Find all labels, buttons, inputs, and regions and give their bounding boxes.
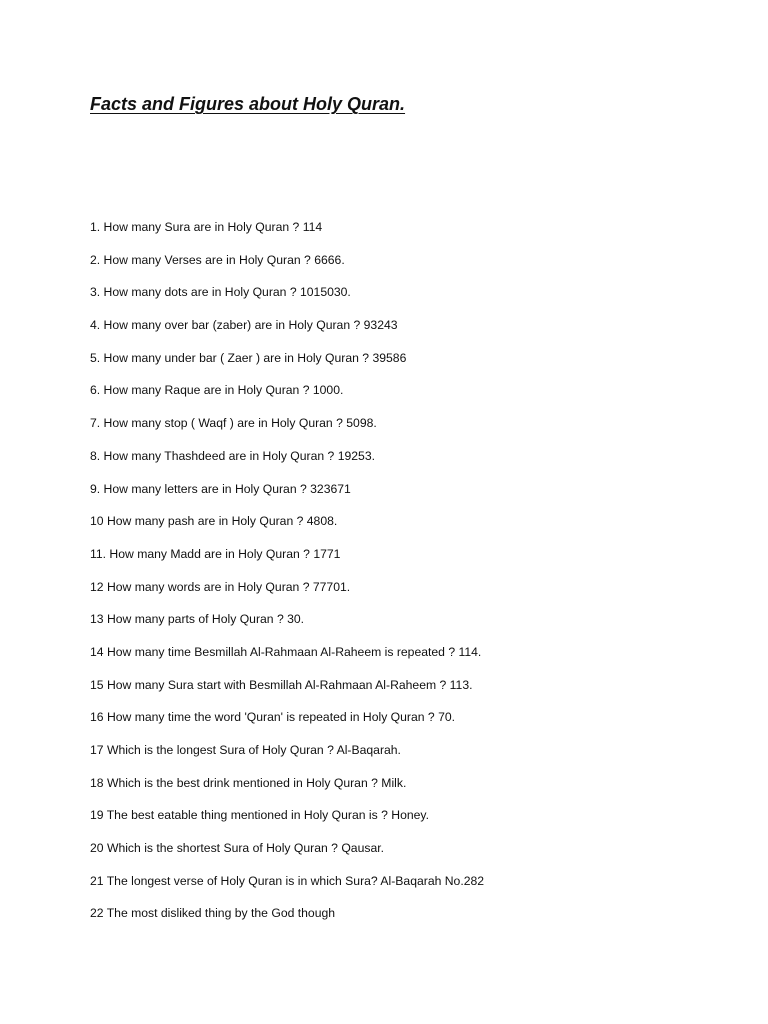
fact-item: 12 How many words are in Holy Quran ? 77701.	[90, 579, 351, 594]
fact-item: 22 The most disliked thing by the God though	[90, 906, 336, 921]
fact-item: 7. How many stop ( Waqf ) are in Holy Quran ? 5098.	[90, 416, 377, 431]
fact-item: 18 Which is the best drink mentioned in Holy Quran ? Milk.	[90, 775, 407, 790]
fact-item: 5. How many under bar ( Zaer ) are in Holy Quran ? 39586	[90, 350, 407, 365]
fact-item: 13 How many parts of Holy Quran ? 30.	[90, 612, 305, 627]
fact-item: 19 The best eatable thing mentioned in Holy Quran is ? Honey.	[90, 808, 429, 823]
fact-item: 4. How many over bar (zaber) are in Holy Quran ? 93243	[90, 318, 398, 333]
fact-item: 11. How many Madd are in Holy Quran ? 1771	[90, 546, 341, 561]
fact-item: 9. How many letters are in Holy Quran ? 323671	[90, 481, 351, 496]
fact-item: 10 How many pash are in Holy Quran ? 4808.	[90, 514, 338, 529]
fact-item: 6. How many Raque are in Holy Quran ? 1000.	[90, 383, 344, 398]
fact-item: 21 The longest verse of Holy Quran is in which Sura? Al-Baqarah No.282	[90, 873, 485, 888]
fact-item: 15 How many Sura start with Besmillah Al-Rahmaan Al-Raheem ? 113.	[90, 677, 473, 692]
facts-list	[90, 219, 484, 938]
fact-item: 20 Which is the shortest Sura of Holy Quran ? Qausar.	[90, 841, 384, 856]
fact-item: 16 How many time the word 'Quran' is repeated in Holy Quran ? 70.	[90, 710, 456, 725]
fact-item: 8. How many Thashdeed are in Holy Quran ? 19253.	[90, 448, 375, 463]
fact-item: 3. How many dots are in Holy Quran ? 1015030.	[90, 285, 351, 300]
document-title: Facts and Figures about Holy Quran.	[90, 94, 406, 114]
fact-item: 14 How many time Besmillah Al-Rahmaan Al-Raheem is repeated ? 114.	[90, 644, 482, 659]
fact-item: 17 Which is the longest Sura of Holy Quran ? Al-Baqarah.	[90, 743, 401, 757]
fact-item: 1. How many Sura are in Holy Quran ? 114	[90, 220, 323, 234]
fact-item: 2. How many Verses are in Holy Quran ? 6666.	[90, 252, 345, 267]
